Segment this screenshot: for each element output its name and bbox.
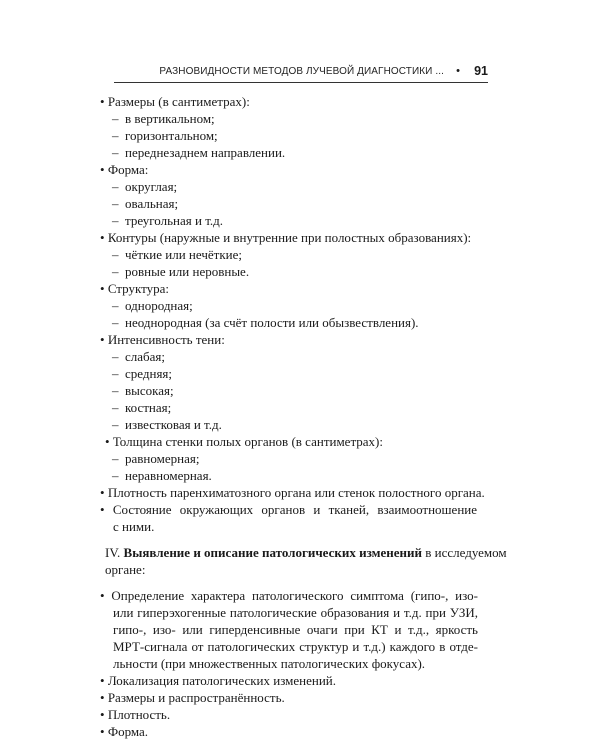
list-subitem: – округлая;	[112, 179, 178, 194]
list-subitem: – слабая;	[112, 349, 166, 364]
list-item-continuation: гипо-, изо- или гиперденсивные очаги при КТ и т.д., яркость	[113, 622, 478, 637]
list-item: • Размеры и распространённость.	[100, 690, 285, 705]
bullet: •	[100, 332, 105, 347]
list-item-continuation: МРТ-сигнала от патологических структур и т.д.) каждого в отде-	[113, 639, 478, 654]
list-subitem: – неравномерная.	[112, 468, 212, 483]
bullet: •	[100, 502, 105, 517]
section-title-rest: в исследуемом	[425, 545, 507, 560]
list-subitem: – овальная;	[112, 196, 179, 211]
bullet: •	[100, 230, 105, 245]
list-item: • Определение характера патологического симптома (гипо-, изо-	[100, 588, 478, 603]
list-subitem: – однородная;	[112, 298, 193, 313]
list-item: • Состояние окружающих органов и тканей, взаимоотношение	[100, 502, 477, 517]
header-rule	[114, 82, 488, 83]
list-item: • Плотность.	[100, 707, 171, 722]
bullet: •	[100, 162, 105, 177]
list-item-continuation: с ними.	[113, 519, 155, 534]
list-subitem: – известковая и т.д.	[112, 417, 222, 432]
list-item-continuation: льности (при множественных патологических фокусах).	[113, 656, 426, 671]
page-number: 91	[474, 64, 488, 78]
section-heading-continuation: органе:	[105, 562, 146, 577]
running-header	[159, 64, 488, 84]
list-subitem: – средняя;	[112, 366, 173, 381]
bullet: •	[100, 673, 105, 688]
list-item: • Контуры (наружные и внутренние при полостных образованиях):	[100, 230, 472, 245]
list-item: • Локализация патологических изменений.	[100, 673, 336, 688]
list-item-continuation: или гиперэхогенные патологические образования и т.д. при УЗИ,	[113, 605, 478, 620]
list-subitem: – высокая;	[112, 383, 174, 398]
bullet: •	[100, 281, 105, 296]
list-subitem: – костная;	[112, 400, 172, 415]
section-title-bold: Выявление и описание патологических изменений	[123, 545, 422, 560]
bullet: •	[100, 485, 105, 500]
section-heading	[105, 544, 507, 561]
list-subitem: – треугольная и т.д.	[112, 213, 224, 228]
bullet: •	[100, 724, 105, 739]
list-item: • Форма:	[100, 162, 149, 177]
section-number: IV.	[105, 545, 121, 560]
list-item: • Структура:	[100, 281, 170, 296]
list-subitem: – горизонтальном;	[112, 128, 218, 143]
running-header-title: РАЗНОВИДНОСТИ МЕТОДОВ ЛУЧЕВОЙ ДИАГНОСТИКИ ...	[159, 66, 444, 77]
list-item: • Толщина стенки полых органов (в сантиметрах):	[105, 434, 384, 449]
bullet: •	[105, 434, 110, 449]
list-subitem: – чёткие или нечёткие;	[112, 247, 242, 262]
list-subitem: – неоднородная (за счёт полости или обызвествления).	[112, 315, 419, 330]
list-item: • Форма.	[100, 724, 149, 739]
bullet: •	[100, 94, 105, 109]
list-subitem: – переднезаднем направлении.	[112, 145, 286, 160]
list-subitem: – равномерная;	[112, 451, 200, 466]
bullet: •	[100, 707, 105, 722]
list-subitem: – в вертикальном;	[112, 111, 215, 126]
list-item: • Плотность паренхиматозного органа или стенок полостного органа.	[100, 485, 485, 500]
list-item: • Интенсивность тени:	[100, 332, 225, 347]
bullet: •	[100, 588, 105, 603]
list-subitem: – ровные или неровные.	[112, 264, 250, 279]
bullet: •	[100, 690, 105, 705]
list-item: • Размеры (в сантиметрах):	[100, 94, 250, 109]
header-separator-dot: •	[456, 65, 460, 77]
